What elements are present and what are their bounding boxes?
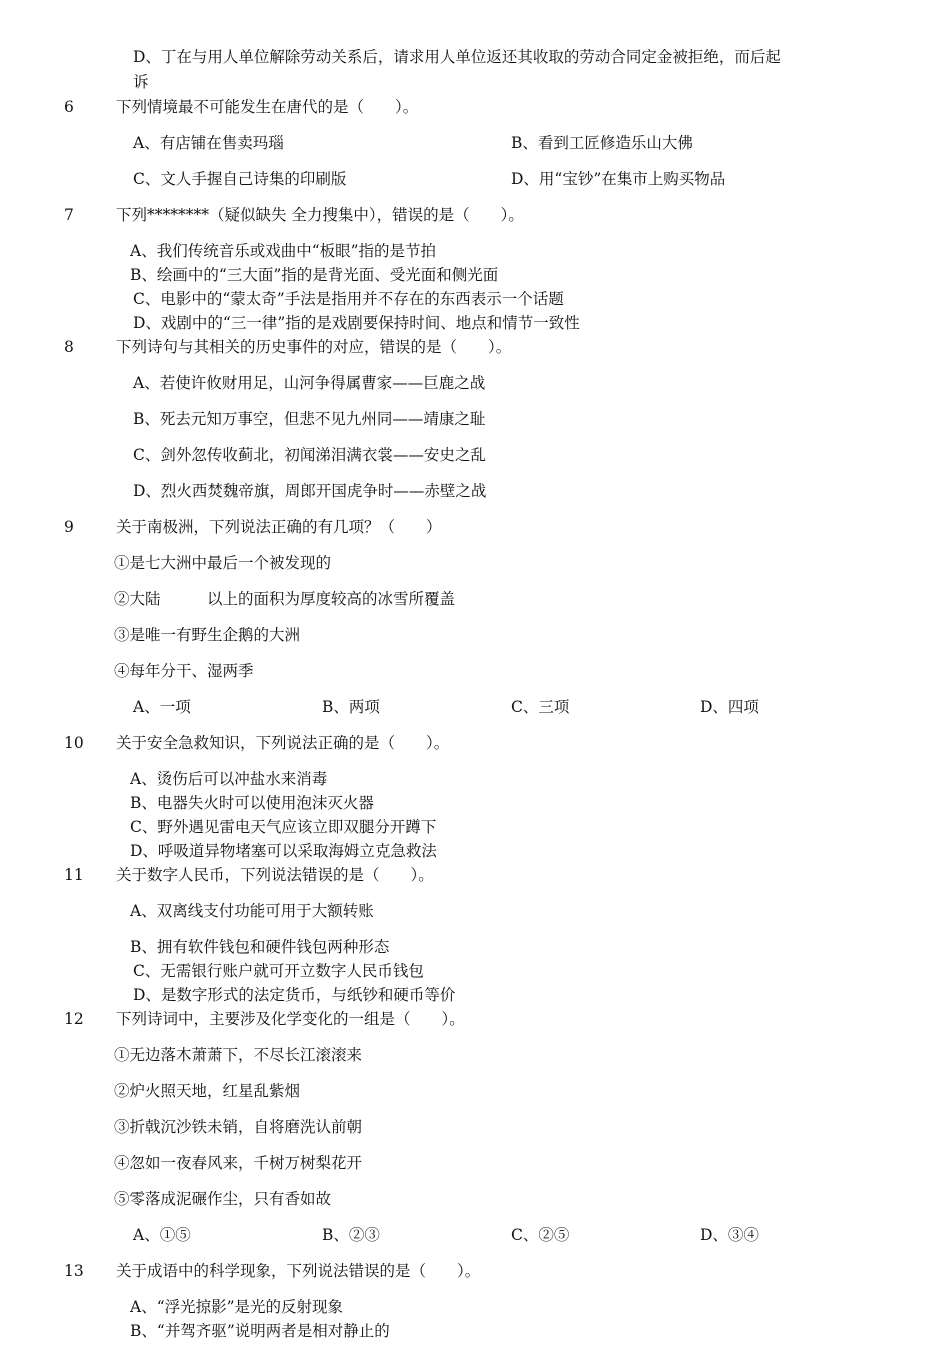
q6-stem: 下列情境最不可能发生在唐代的是（ ）。: [116, 98, 419, 116]
q12-statement-1: ①无边落木萧萧下，不尽长江滚滚来: [114, 1046, 363, 1064]
q7-option-a: A、我们传统音乐或戏曲中“板眼”指的是节拍: [130, 242, 437, 260]
q11-option-b: B、拥有软件钱包和硬件钱包两种形态: [130, 938, 390, 956]
q5-option-d-line2: 诉: [133, 73, 149, 91]
q9-option-a: A、一项: [133, 698, 191, 716]
q9-stem: 关于南极洲，下列说法正确的有几项？（ ）: [116, 518, 442, 536]
q10-number: 10: [64, 734, 84, 752]
q8-number: 8: [64, 338, 74, 356]
q9-option-c: C、三项: [511, 698, 570, 716]
q12-number: 12: [64, 1010, 84, 1028]
q6-option-b: B、看到工匠修造乐山大佛: [511, 134, 693, 152]
q7-option-b: B、绘画中的“三大面”指的是背光面、受光面和侧光面: [130, 266, 499, 284]
q13-number: 13: [64, 1262, 84, 1280]
q6-option-c: C、文人手握自己诗集的印刷版: [133, 170, 347, 188]
q8-option-b: B、死去元知万事空，但悲不见九州同——靖康之耻: [133, 410, 486, 428]
q5-option-d-line1: D、丁在与用人单位解除劳动关系后，请求用人单位返还其收取的劳动合同定金被拒绝，而后起: [133, 48, 781, 66]
q6-option-d: D、用“宝钞”在集市上购买物品: [511, 170, 726, 188]
q12-option-a: A、①⑤: [133, 1226, 191, 1244]
q7-stem: 下列********（疑似缺失 全力搜集中），错误的是（ ）。: [116, 206, 524, 224]
q8-option-d: D、烈火西焚魏帝旗，周郎开国虎争时——赤壁之战: [133, 482, 487, 500]
q12-option-b: B、②③: [322, 1226, 380, 1244]
q13-stem: 关于成语中的科学现象，下列说法错误的是（ ）。: [116, 1262, 481, 1280]
q7-option-d: D、戏剧中的“三一律”指的是戏剧要保持时间、地点和情节一致性: [133, 314, 580, 332]
q10-stem: 关于安全急救知识，下列说法正确的是（ ）。: [116, 734, 450, 752]
q12-option-c: C、②⑤: [511, 1226, 570, 1244]
q13-option-b: B、“并驾齐驱”说明两者是相对静止的: [130, 1322, 390, 1340]
q9-option-b: B、两项: [322, 698, 380, 716]
q11-number: 11: [64, 866, 84, 884]
q9-statement-4: ④每年分干、湿两季: [114, 662, 254, 680]
q8-option-a: A、若使许攸财用足，山河争得属曹家——巨鹿之战: [133, 374, 486, 392]
q12-statement-4: ④忽如一夜春风来，千树万树梨花开: [114, 1154, 363, 1172]
q11-option-c: C、无需银行账户就可开立数字人民币钱包: [133, 962, 424, 980]
q7-number: 7: [64, 206, 74, 224]
q8-option-c: C、剑外忽传收蓟北，初闻涕泪满衣裳——安史之乱: [133, 446, 486, 464]
q6-number: 6: [64, 98, 74, 116]
q10-option-a: A、烫伤后可以冲盐水来消毒: [130, 770, 328, 788]
q12-statement-2: ②炉火照天地，红星乱紫烟: [114, 1082, 301, 1100]
q12-option-d: D、③④: [700, 1226, 759, 1244]
q12-stem: 下列诗词中，主要涉及化学变化的一组是（ ）。: [116, 1010, 465, 1028]
q7-option-c: C、电影中的“蒙太奇”手法是指用并不存在的东西表示一个话题: [133, 290, 564, 308]
q10-option-b: B、电器失火时可以使用泡沫灭火器: [130, 794, 374, 812]
q10-option-d: D、呼吸道异物堵塞可以采取海姆立克急救法: [130, 842, 437, 860]
q6-option-a: A、有店铺在售卖玛瑙: [133, 134, 284, 152]
q11-option-d: D、是数字形式的法定货币，与纸钞和硬币等价: [133, 986, 456, 1004]
q9-statement-2: ②大陆 以上的面积为厚度较高的冰雪所覆盖: [114, 590, 456, 608]
q9-statement-1: ①是七大洲中最后一个被发现的: [114, 554, 332, 572]
q12-statement-5: ⑤零落成泥碾作尘，只有香如故: [114, 1190, 332, 1208]
q9-option-d: D、四项: [700, 698, 759, 716]
q8-stem: 下列诗句与其相关的历史事件的对应，错误的是（ ）。: [116, 338, 512, 356]
q9-statement-3: ③是唯一有野生企鹅的大洲: [114, 626, 301, 644]
q12-statement-3: ③折戟沉沙铁未销，自将磨洗认前朝: [114, 1118, 363, 1136]
q11-option-a: A、双离线支付功能可用于大额转账: [130, 902, 374, 920]
q9-number: 9: [64, 518, 74, 536]
q10-option-c: C、野外遇见雷电天气应该立即双腿分开蹲下: [130, 818, 437, 836]
q13-option-a: A、“浮光掠影”是光的反射现象: [130, 1298, 344, 1316]
q11-stem: 关于数字人民币，下列说法错误的是（ ）。: [116, 866, 434, 884]
